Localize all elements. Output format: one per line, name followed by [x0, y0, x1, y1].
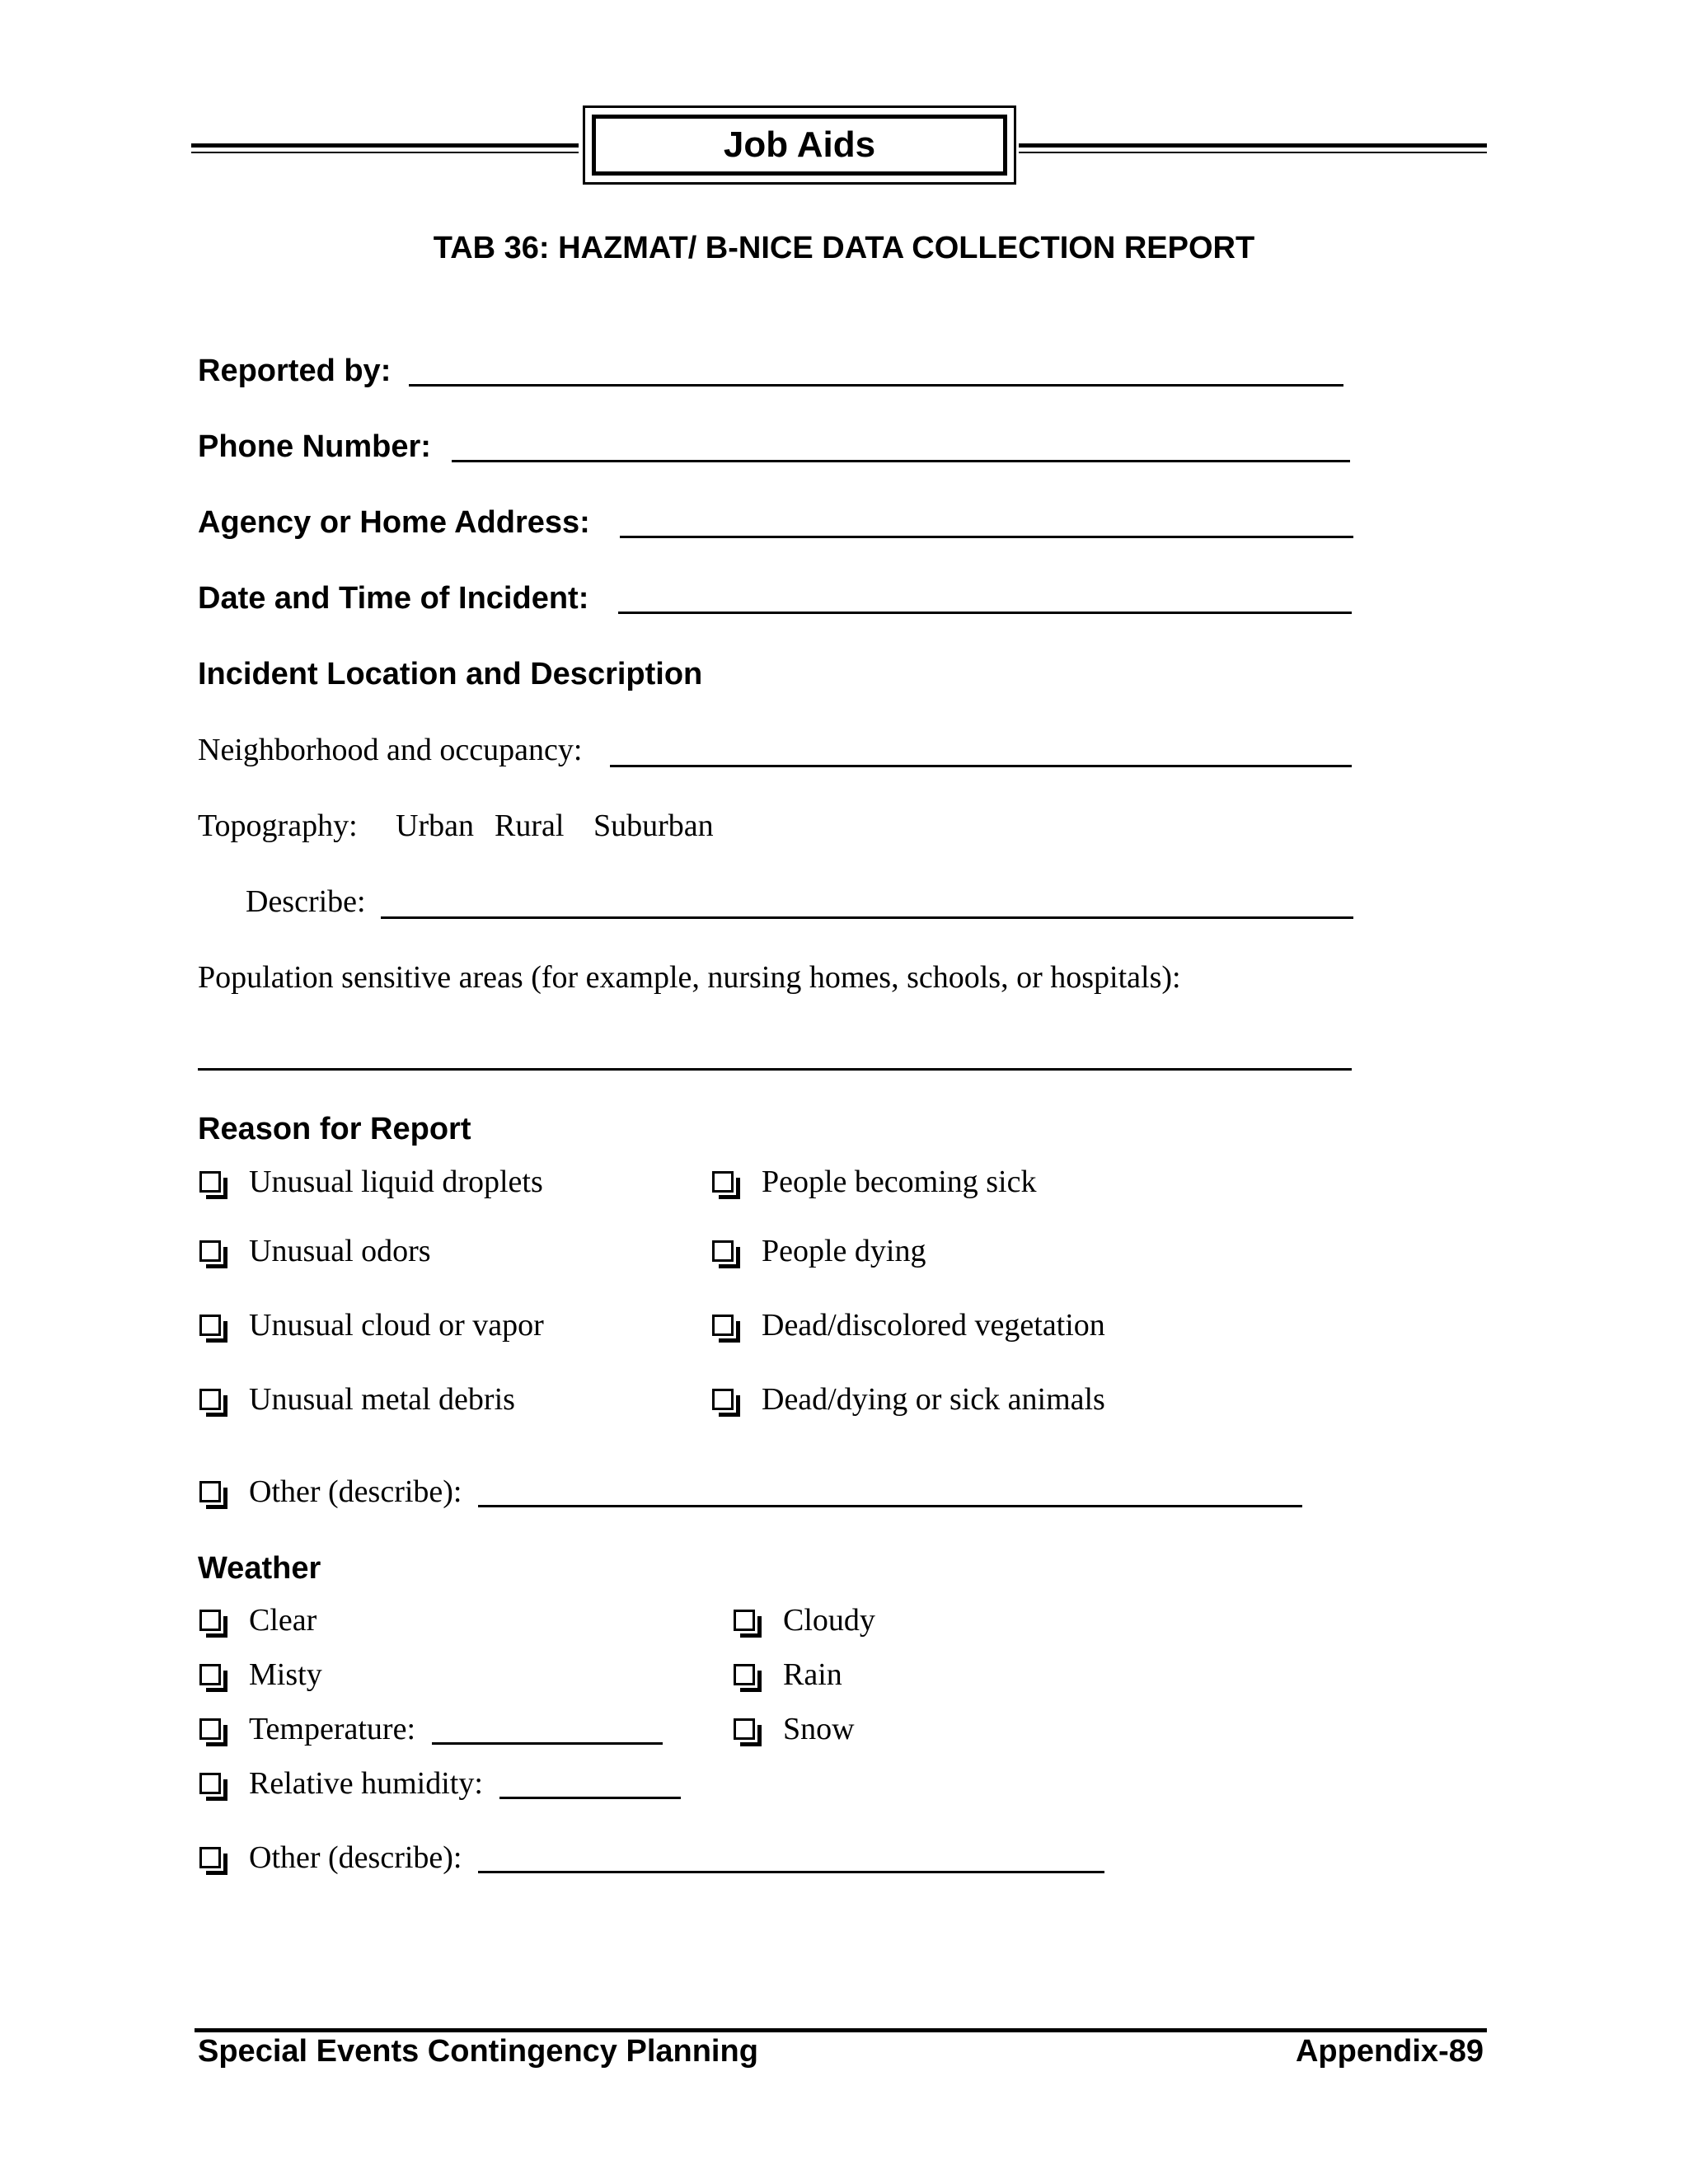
reason-checkbox-metal-debris[interactable] — [199, 1381, 515, 1418]
section-label: Job Aids — [592, 115, 1007, 176]
footer-publication: Special Events Contingency Planning — [198, 2034, 758, 2069]
checkbox-label: Dead/discolored vegetation — [762, 1308, 1105, 1343]
checkbox-label: Temperature: — [249, 1712, 416, 1746]
humidity-field[interactable] — [499, 1797, 681, 1799]
weather-checkbox-clear[interactable] — [199, 1602, 316, 1638]
checkbox-label: Unusual metal debris — [249, 1382, 515, 1417]
incident-heading: Incident Location and Description — [198, 657, 703, 691]
checkbox-label: Dead/dying or sick animals — [762, 1382, 1105, 1417]
checkbox-icon[interactable] — [734, 1718, 755, 1740]
reason-checkbox-other[interactable] — [199, 1474, 462, 1510]
population-field[interactable] — [198, 1068, 1352, 1071]
weather-checkbox-snow[interactable] — [734, 1711, 855, 1747]
report-title: TAB 36: HAZMAT/ B-NICE DATA COLLECTION REPORT — [433, 231, 1255, 265]
topography-option-suburban[interactable]: Suburban — [593, 808, 714, 843]
reason-checkbox-animals[interactable] — [712, 1381, 1105, 1418]
checkbox-label: Other (describe): — [249, 1474, 462, 1509]
checkbox-label: Rain — [783, 1657, 842, 1692]
reason-checkbox-odors[interactable] — [199, 1233, 431, 1269]
weather-checkbox-rain[interactable] — [734, 1657, 842, 1693]
address-label: Agency or Home Address: — [198, 505, 590, 540]
address-field[interactable] — [620, 536, 1353, 538]
neighborhood-label: Neighborhood and occupancy: — [198, 733, 583, 767]
checkbox-label: Snow — [783, 1712, 855, 1746]
checkbox-icon[interactable] — [199, 1847, 221, 1868]
checkbox-label: People becoming sick — [762, 1165, 1037, 1199]
section-label-box — [583, 105, 1016, 185]
incident-datetime-label: Date and Time of Incident: — [198, 581, 589, 616]
footer-rule — [195, 2028, 1487, 2032]
checkbox-icon[interactable] — [712, 1171, 734, 1193]
checkbox-icon[interactable] — [712, 1240, 734, 1262]
reason-checkbox-people-dying[interactable] — [712, 1233, 926, 1269]
checkbox-label: People dying — [762, 1234, 926, 1268]
reason-checkbox-liquid-droplets[interactable] — [199, 1164, 543, 1200]
reason-checkbox-cloud-vapor[interactable] — [199, 1307, 544, 1343]
phone-number-label: Phone Number: — [198, 429, 431, 464]
reason-heading: Reason for Report — [198, 1112, 471, 1146]
checkbox-icon[interactable] — [712, 1389, 734, 1410]
checkbox-label: Cloudy — [783, 1603, 875, 1638]
temperature-field[interactable] — [432, 1742, 663, 1745]
weather-checkbox-misty[interactable] — [199, 1657, 322, 1693]
checkbox-icon[interactable] — [199, 1315, 221, 1336]
phone-number-field[interactable] — [452, 460, 1350, 462]
topography-label: Topography: — [198, 808, 358, 843]
reason-other-field[interactable] — [478, 1505, 1302, 1507]
checkbox-icon[interactable] — [199, 1389, 221, 1410]
reported-by-label: Reported by: — [198, 354, 392, 388]
neighborhood-field[interactable] — [610, 765, 1352, 767]
population-label: Population sensitive areas (for example, nursing homes, schools, or hospitals): — [198, 960, 1181, 995]
reason-checkbox-people-sick[interactable] — [712, 1164, 1036, 1200]
weather-heading: Weather — [198, 1551, 321, 1586]
checkbox-label: Other (describe): — [249, 1840, 462, 1875]
reported-by-field[interactable] — [409, 384, 1343, 387]
checkbox-icon[interactable] — [199, 1171, 221, 1193]
weather-other-field[interactable] — [478, 1871, 1104, 1873]
checkbox-icon[interactable] — [712, 1315, 734, 1336]
weather-checkbox-temperature[interactable] — [199, 1711, 415, 1747]
describe-label: Describe: — [246, 884, 366, 919]
checkbox-icon[interactable] — [199, 1481, 221, 1502]
checkbox-icon[interactable] — [199, 1773, 221, 1794]
checkbox-label: Misty — [249, 1657, 322, 1692]
checkbox-icon[interactable] — [199, 1240, 221, 1262]
describe-field[interactable] — [381, 916, 1353, 919]
checkbox-icon[interactable] — [734, 1610, 755, 1631]
checkbox-icon[interactable] — [734, 1664, 755, 1685]
weather-checkbox-humidity[interactable] — [199, 1765, 483, 1802]
reason-checkbox-vegetation[interactable] — [712, 1307, 1105, 1343]
weather-checkbox-other[interactable] — [199, 1840, 462, 1876]
incident-datetime-field[interactable] — [618, 612, 1352, 614]
checkbox-label: Clear — [249, 1603, 317, 1638]
checkbox-label: Unusual cloud or vapor — [249, 1308, 544, 1343]
topography-option-rural[interactable]: Rural — [495, 808, 565, 843]
topography-option-urban[interactable]: Urban — [396, 808, 474, 843]
checkbox-label: Unusual liquid droplets — [249, 1165, 543, 1199]
checkbox-icon[interactable] — [199, 1718, 221, 1740]
footer-page-number: Appendix-89 — [1295, 2034, 1484, 2069]
checkbox-icon[interactable] — [199, 1610, 221, 1631]
weather-checkbox-cloudy[interactable] — [734, 1602, 875, 1638]
checkbox-label: Relative humidity: — [249, 1766, 483, 1801]
checkbox-label: Unusual odors — [249, 1234, 431, 1268]
checkbox-icon[interactable] — [199, 1664, 221, 1685]
